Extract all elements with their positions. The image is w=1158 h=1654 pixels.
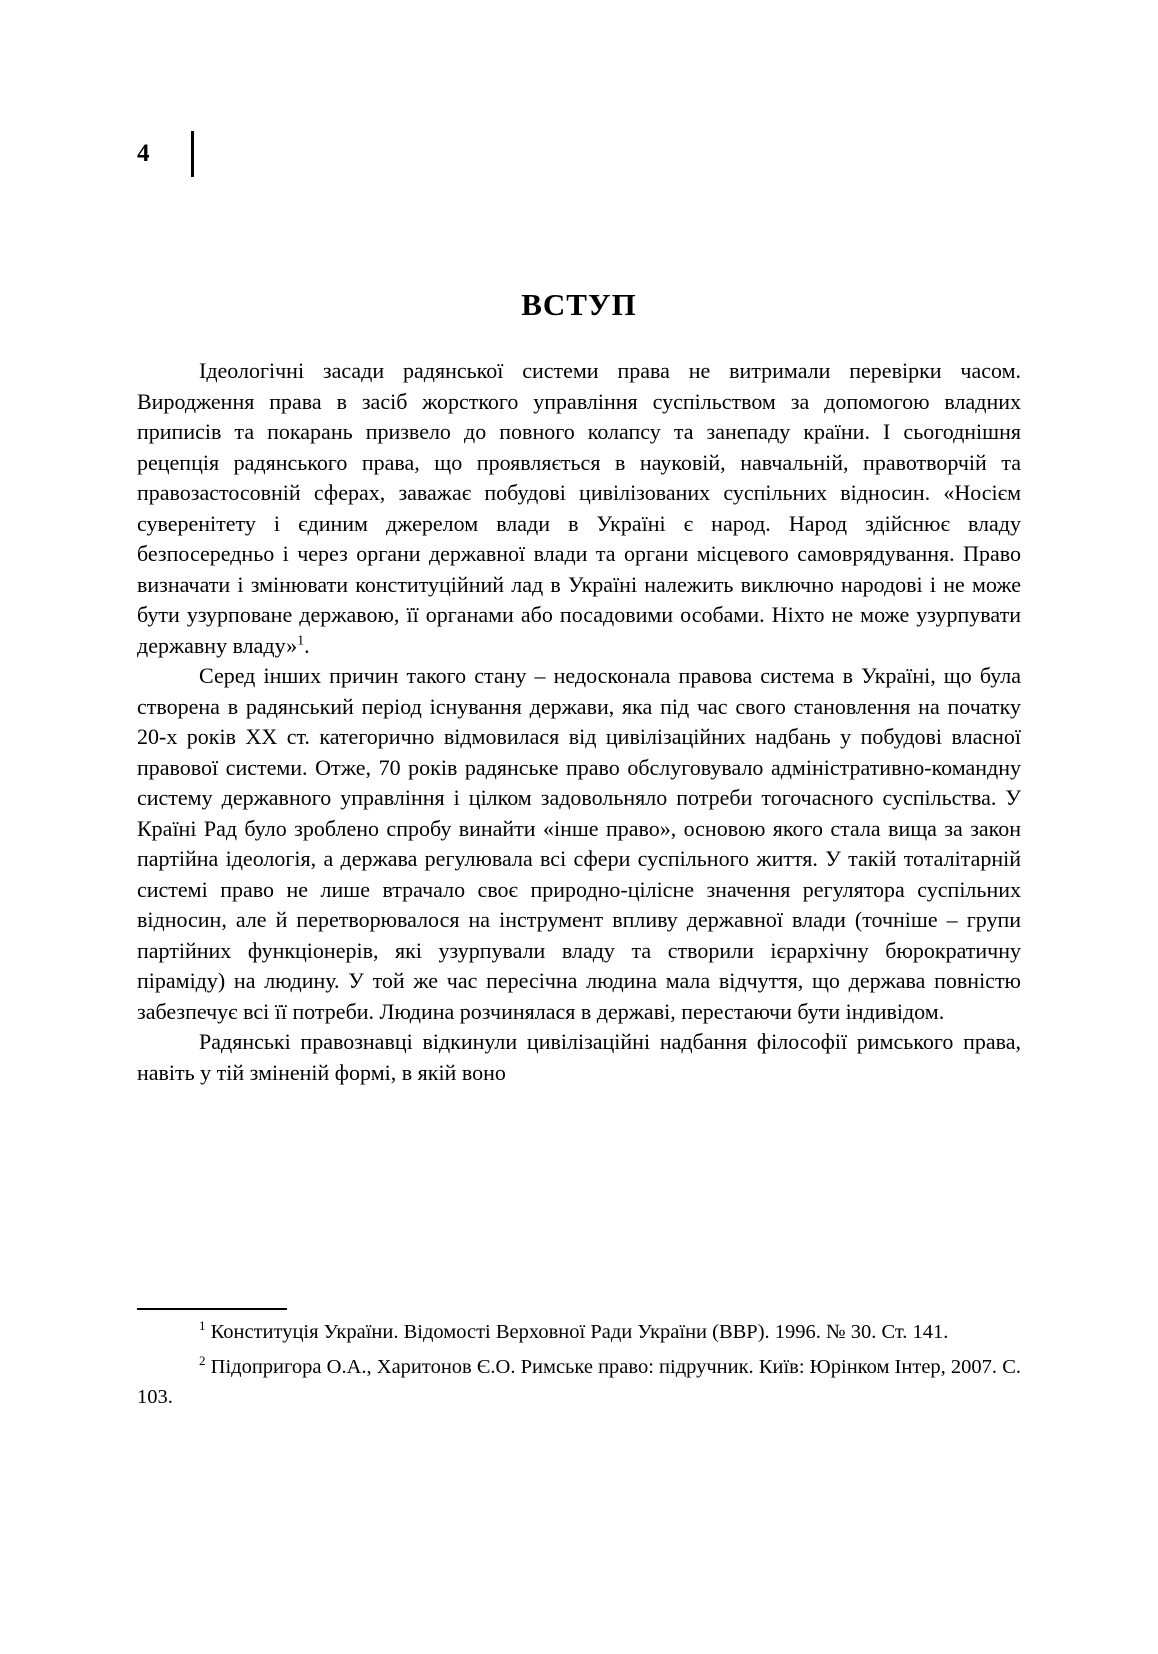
body-text <box>137 356 1021 1088</box>
paragraph-1-text: Ідеологічні засади радянської системи права не витримали перевірки часом. Виродження права в засіб жорсткого управління суспільством за допомогою владних приписів та покарань призвело до повного колапсу та занепаду країни. І сьогоднішня рецепція радянського права, що проявляється в науковій, навчальній, правотворчій та правозастосовній сферах, заважає побудові цивілізованих суспільних відносин. «Носієм суверенітету і єдиним джерелом влади в Україні є народ. Народ здійснює владу безпосередньо і через органи державної влади та органи місцевого самоврядування. Право визначати і змінювати конституційний лад в Україні належить виключно народові і не може бути узурповане державою, її органами або посадовими особами. Ніхто не може узурпувати державну владу» <box>137 358 1021 658</box>
page-number: 4 <box>137 140 150 167</box>
footnote-divider <box>137 1308 287 1310</box>
paragraph-1-after: . <box>304 632 310 658</box>
footnote-1-text: Конституція України. Відомості Верховної Ради України (ВВР). 1996. № 30. Ст. 141. <box>210 1321 949 1343</box>
paragraph-3-text: Радянські правознавці відкинули цивілізаційні надбання філософії римського права, навіть у тій зміненій формі, в якій воно <box>137 1029 1021 1085</box>
header-divider <box>191 131 194 177</box>
footnote-2-marker: 2 <box>199 1353 206 1369</box>
footnote-ref-1: 1 <box>297 633 305 649</box>
footnotes-section <box>137 1308 1021 1417</box>
paragraph-2-text: Серед інших причин такого стану – недосконала правова система в Україні, що була створена в радянський період існування держави, яка під час свого становлення на початку 20-х років ХХ ст. категорично відмовилася від цивілізаційних надбань у побудові власної правової системи. Отже, 70 років радянське право обслуговувало адміністративно-командну систему державного управління і цілком задовольняло потреби тогочасного суспільства. У Країні Рад було зроблено спробу винайти «інше право», основою якого стала вища за закон партійна ідеологія, а держава регулювала всі сфери суспільного життя. У такій тоталітарній системі право не лише втрачало своє природно-цілісне значення регулятора суспільних відносин, але й перетворювалося на інструмент впливу державної влади (точніше – групи партійних функціонерів, які узурпували владу та створили ієрархічну бюрократичну піраміду) на людину. У той же час пересічна людина мала відчуття, що держава повністю забезпечує всі її потреби. Людина розчинялася в державі, перестаючи бути індивідом. <box>137 663 1021 1024</box>
footnote-2 <box>137 1352 1021 1412</box>
chapter-title: ВСТУП <box>521 287 637 322</box>
footnote-1-marker: 1 <box>199 1318 206 1334</box>
page-content <box>137 287 1021 1088</box>
footnote-2-text: Підопригора О.А., Харитонов Є.О. Римське право: підручник. Київ: Юрінком Інтер, 2007. С. 103. <box>137 1356 1021 1408</box>
paragraph-1 <box>137 356 1021 661</box>
page-header <box>137 131 194 177</box>
footnote-1 <box>137 1317 1021 1347</box>
paragraph-3 <box>137 1027 1021 1088</box>
paragraph-2 <box>137 661 1021 1027</box>
